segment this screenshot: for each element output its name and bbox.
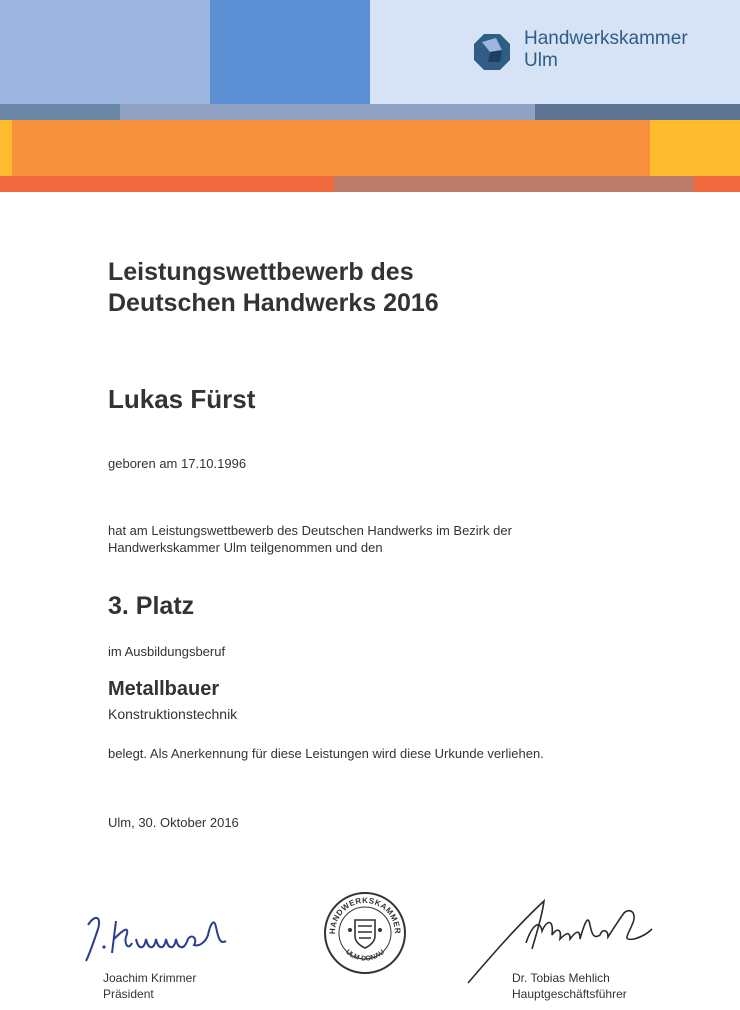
band-red-right [694,176,740,192]
org-logo [472,28,712,74]
signatory-right [512,970,627,1002]
band-orange [12,120,650,176]
signatory-left-role: Präsident [103,987,154,1001]
header-banner [0,0,740,196]
profession: Metallbauer [108,678,220,700]
band-yellow-left [0,120,12,176]
signatory-right-name: Dr. Tobias Mehlich [512,971,610,985]
signatory-right-role: Hauptgeschäftsführer [512,987,627,1001]
place-date: Ulm, 30. Oktober 2016 [108,815,239,830]
title-line1: Leistungswettbewerb des [108,258,414,286]
signatory-left-name: Joachim Krimmer [103,971,197,985]
certificate-title [108,257,668,319]
band-red-orange [0,176,334,192]
participation-text [108,522,512,556]
band-yellow-right [650,120,740,176]
training-label: im Ausbildungsberuf [108,644,226,659]
hwk-logo-icon [472,32,512,72]
placement: 3. Platz [108,592,195,620]
signature-left-icon [80,905,270,965]
band-light-blue [0,0,210,106]
birth-date: geboren am 17.10.1996 [108,456,247,471]
official-seal-icon [322,890,408,976]
signatory-left [103,970,196,1002]
specialization: Konstruktionstechnik [108,706,238,722]
participation-line2: Handwerkskammer Ulm teilgenommen und den [108,540,383,555]
band-mid-blue [210,0,370,106]
svg-text:ULM-DONAU [344,949,386,963]
title-line2: Deutschen Handwerks 2016 [108,289,439,317]
seal-bottom-text: ULM-DONAU [344,948,386,963]
seal-top-text: HANDWERKSKAMMER [327,895,403,935]
recipient-name: Lukas Fürst [108,384,256,414]
band-grey-blue [120,104,535,120]
closing-text: belegt. Als Anerkennung für diese Leistungen wird diese Urkunde verliehen. [108,746,544,761]
band-dark-slate [535,104,740,120]
band-brownish [334,176,694,192]
org-name-line2: Ulm [524,50,558,71]
band-slate [0,104,120,120]
org-name-line1: Handwerkskammer [524,28,688,49]
participation-line1: hat am Leistungswettbewerb des Deutschen Handwerks im Bezirk der [108,523,512,538]
